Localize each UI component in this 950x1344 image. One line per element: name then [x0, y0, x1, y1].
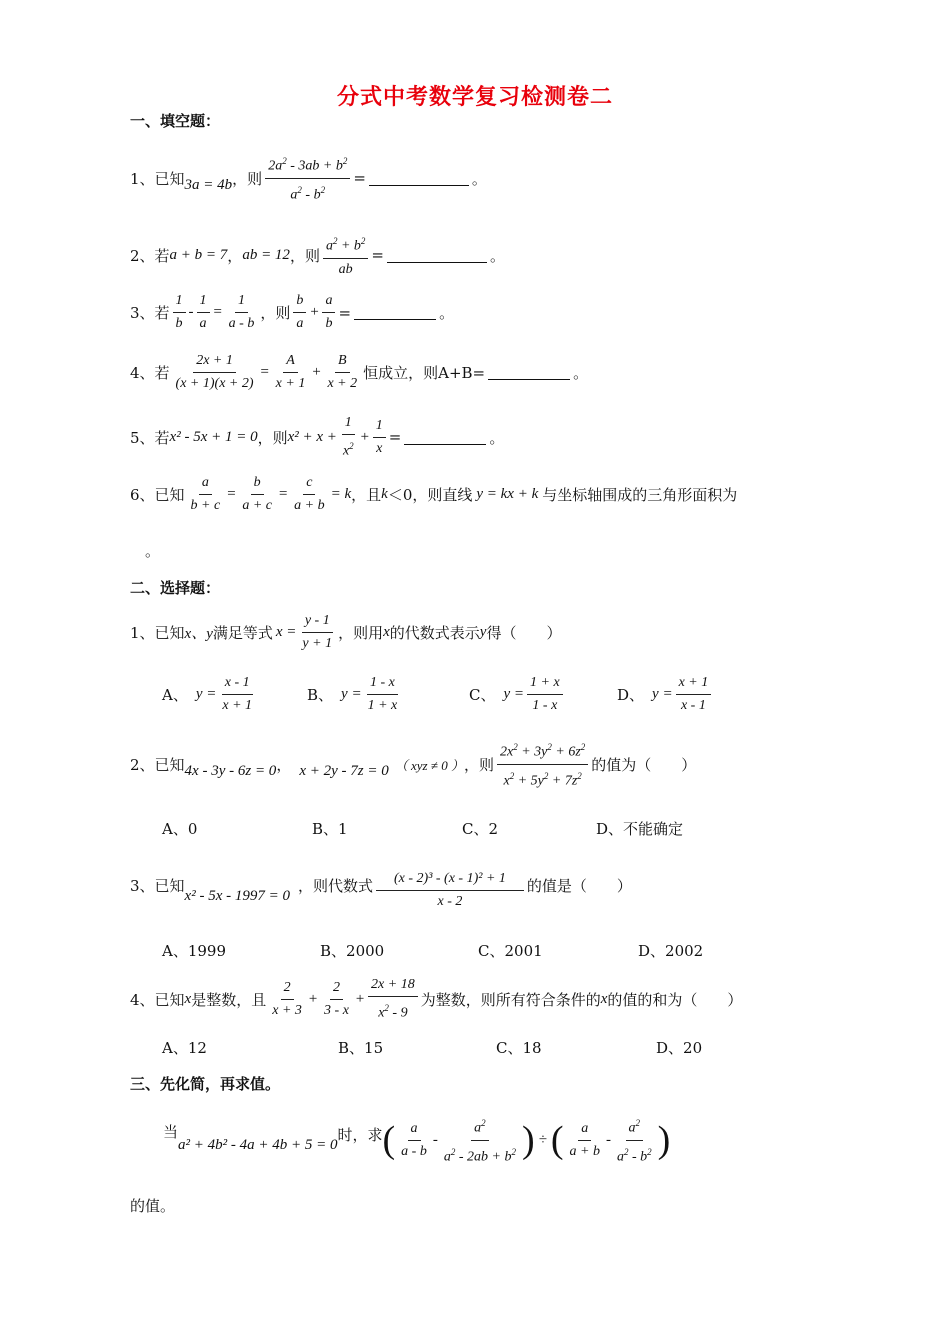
left-paren: (: [382, 1119, 396, 1162]
option-b[interactable]: B、 y = $\frac{1 - x}{1 + x}$: [307, 675, 398, 713]
q-text: 的值的和为（ ）: [607, 990, 743, 1009]
q-text: 满足等式: [212, 624, 273, 642]
q-text: 。: [145, 542, 161, 560]
option-b[interactable]: B、1: [312, 820, 348, 838]
fraction: $\frac{1}{a}$: [197, 292, 210, 333]
operator: ÷: [538, 1131, 547, 1148]
expression: x: [383, 624, 390, 640]
choice-question-4: [130, 976, 742, 1023]
option-a[interactable]: A、 y = $\frac{x - 1}{x + 1}$: [162, 675, 253, 713]
fraction: $\frac{y - 1}{y + 1}$: [302, 613, 333, 651]
operator: +: [311, 364, 322, 380]
q-text: 2、已知: [130, 755, 185, 774]
option-c[interactable]: C、 y = $\frac{1 + x}{1 - x}$: [469, 674, 617, 715]
condition: a² + 4b² - 4a + 4b + 5 = 0: [178, 1136, 338, 1153]
fraction: $\frac{1}{x}$: [373, 417, 386, 458]
page-title: 分式中考数学复习检测卷二: [336, 85, 613, 110]
expression: y: [479, 624, 487, 640]
answer-blank[interactable]: [488, 365, 570, 380]
q-text: 得（ ）: [486, 624, 562, 642]
operator: =: [226, 486, 237, 502]
fill-question-2: [130, 232, 505, 279]
operator: =: [278, 486, 289, 502]
right-paren: ): [657, 1119, 671, 1162]
fraction: $\frac{\text{(x - 2)³ - (x - 1)² + 1}}{x - 2}$: [376, 870, 524, 911]
option-d[interactable]: D、20: [656, 1039, 703, 1057]
answer-blank[interactable]: [387, 248, 487, 263]
q-text: 为整数，则所有符合条件的: [420, 990, 601, 1009]
condition: a + b = 7: [169, 246, 228, 263]
q-text: ，则用: [338, 624, 384, 642]
fraction: $\frac{a^2 + b^2}{ab}$: [323, 232, 368, 279]
condition: （ xyz ≠ 0 ）: [394, 757, 464, 773]
q-text: ，: [276, 755, 292, 774]
fill-question-5: [130, 414, 504, 461]
fraction: $\frac{1}{x^2}$: [342, 415, 354, 459]
answer-blank[interactable]: [354, 305, 436, 320]
option-c[interactable]: C、2001: [478, 942, 543, 960]
option-b[interactable]: B、2000: [320, 942, 385, 960]
q-text: 4、已知: [130, 990, 185, 1009]
fraction: $\frac{c}{a + b}$: [294, 475, 325, 513]
condition: 3a = 4b: [184, 176, 233, 193]
q-text: 的值是（ ）: [526, 877, 632, 895]
answer-blank[interactable]: [404, 430, 486, 445]
expression: k: [381, 486, 388, 502]
operator: +: [307, 990, 319, 1007]
option-c[interactable]: C、18: [496, 1039, 542, 1057]
equals: =: [388, 428, 402, 447]
fraction: $\frac{1}{a - b}$: [228, 293, 255, 331]
fill-question-3: [130, 292, 454, 333]
operator: -: [605, 1131, 611, 1148]
condition: x² - 5x - 1997 = 0: [184, 888, 290, 904]
fraction: $\frac{a^2}{a^2 - b^2}$: [614, 1114, 655, 1166]
fraction: $\frac{b}{a}$: [293, 292, 306, 333]
expression: x² + x +: [287, 428, 337, 445]
operator: +: [359, 428, 370, 445]
section-heading-choice: 二、选择题：: [130, 579, 221, 597]
operator: -: [188, 304, 194, 320]
q-text: ，则: [289, 246, 320, 265]
fill-question-4: [130, 352, 588, 393]
fraction: $\frac{2x + 18}{x^2 - 9}$: [368, 976, 418, 1023]
fraction: $\frac{2x + 1}{(x + 1)(x + 2)}$: [175, 353, 254, 391]
q-text: 3、已知: [130, 877, 185, 895]
q-text: 4、若: [130, 364, 170, 382]
fraction: $\frac{a^2}{a^2 - 2ab + b^2}$: [441, 1114, 519, 1166]
condition: 4x - 3y - 6z = 0: [184, 762, 277, 779]
q-text: ，则: [257, 428, 288, 447]
q-text: ，则: [232, 169, 263, 188]
q-text: 3、若: [130, 304, 170, 322]
fraction: $\frac{B}{x + 2}$: [327, 353, 358, 391]
section-heading-fill: 一、填空题：: [130, 112, 221, 130]
simplify-question: [163, 1114, 670, 1166]
operator: +: [354, 990, 366, 1007]
operator: =: [259, 364, 270, 380]
q-text: 1、已知: [130, 169, 185, 188]
choice-question-1: [130, 612, 561, 653]
choice-2-options: [162, 818, 683, 839]
option-c[interactable]: C、2: [462, 820, 499, 838]
q-text: 恒成立，则A+B=: [363, 364, 486, 382]
fraction: $\frac{1}{b}$: [173, 292, 186, 333]
choice-3-options: [162, 940, 703, 961]
q-text: 时，求: [337, 1125, 383, 1144]
condition: ab = 12: [242, 246, 290, 263]
expression: y = kx + k: [476, 486, 539, 502]
fraction: $\frac{2a^2 - 3ab + b^2}{a^2 - b^2}$: [265, 152, 350, 204]
option-d[interactable]: D、不能确定: [596, 820, 684, 838]
fill-question-6: [130, 474, 737, 515]
operator: -: [432, 1131, 438, 1148]
q-text: 与坐标轴围成的三角形面积为: [542, 486, 738, 504]
fraction: $\frac{a}{b}$: [322, 292, 335, 333]
option-d[interactable]: D、 y = $\frac{x + 1}{x - 1}$: [617, 674, 714, 715]
q-text: 6、已知: [130, 486, 185, 504]
fraction: $\frac{A}{x + 1}$: [275, 353, 306, 391]
q-text: 的值为（ ）: [591, 755, 697, 774]
q-text: ，则: [463, 755, 494, 774]
choice-1-options: [162, 674, 714, 715]
expression: x =: [275, 624, 297, 640]
q-text: ，: [227, 246, 243, 265]
option-b[interactable]: B、15: [338, 1039, 384, 1057]
fraction: $\frac{2}{3 - x}$: [324, 979, 349, 1018]
fill-question-1: [130, 152, 487, 204]
choice-question-2: [130, 738, 696, 790]
q-text: 是整数，且: [191, 990, 267, 1009]
q-text: 的值。: [130, 1197, 176, 1215]
option-a[interactable]: A、1999: [162, 942, 227, 960]
operator: =: [212, 304, 223, 320]
fraction: $\frac{a}{a - b}$: [401, 1120, 427, 1159]
equals: =: [338, 303, 352, 322]
q-text: ，则代数式: [297, 877, 373, 895]
condition: x + 2y - 7z = 0: [299, 762, 389, 779]
q-text: 的代数式表示: [389, 624, 480, 642]
q-text: 1、已知: [130, 624, 185, 642]
equals: =: [353, 169, 366, 188]
q-text: ＜0，则直线: [387, 486, 473, 504]
expression: x: [184, 990, 192, 1007]
q-text: 。: [439, 304, 455, 322]
fraction: $\frac{b}{a + c}$: [242, 475, 273, 513]
q-text: 2、若: [130, 246, 170, 265]
q-text: 当: [163, 1122, 179, 1141]
choice-4-options: [162, 1037, 702, 1058]
option-d[interactable]: D、2002: [638, 942, 704, 960]
q-text: 。: [489, 428, 505, 447]
answer-blank[interactable]: [369, 171, 469, 186]
fill-question-6-end: [145, 540, 160, 561]
option-a[interactable]: A、12: [162, 1039, 207, 1057]
q-text: 。: [573, 364, 589, 382]
expression: = k: [330, 486, 352, 502]
fraction: $\frac{2x^2 + 3y^2 + 6z^2}{x^2 + 5y^2 + 7z^2}$: [497, 738, 588, 790]
equals: =: [371, 246, 384, 265]
fraction: $\frac{2}{x + 3}$: [272, 979, 302, 1018]
fraction: $\frac{a}{b + c}$: [190, 475, 221, 513]
section-heading-simplify: 三、先化简，再求值。: [130, 1075, 281, 1093]
expression: x、y: [184, 626, 213, 642]
choice-question-3: [130, 860, 632, 911]
right-paren: ): [521, 1119, 535, 1162]
q-text: 5、若: [130, 428, 170, 447]
q-text: 。: [471, 169, 487, 188]
q-text: ，且: [351, 486, 382, 504]
left-paren: (: [550, 1119, 564, 1162]
expression: x: [600, 990, 608, 1007]
option-a[interactable]: A、0: [162, 820, 198, 838]
q-text: ，则: [260, 304, 291, 322]
condition: x² - 5x + 1 = 0: [169, 428, 258, 445]
operator: +: [309, 304, 320, 320]
fraction: $\frac{a}{a + b}$: [569, 1120, 600, 1159]
simplify-question-end: [130, 1195, 175, 1216]
q-text: 。: [489, 246, 505, 265]
